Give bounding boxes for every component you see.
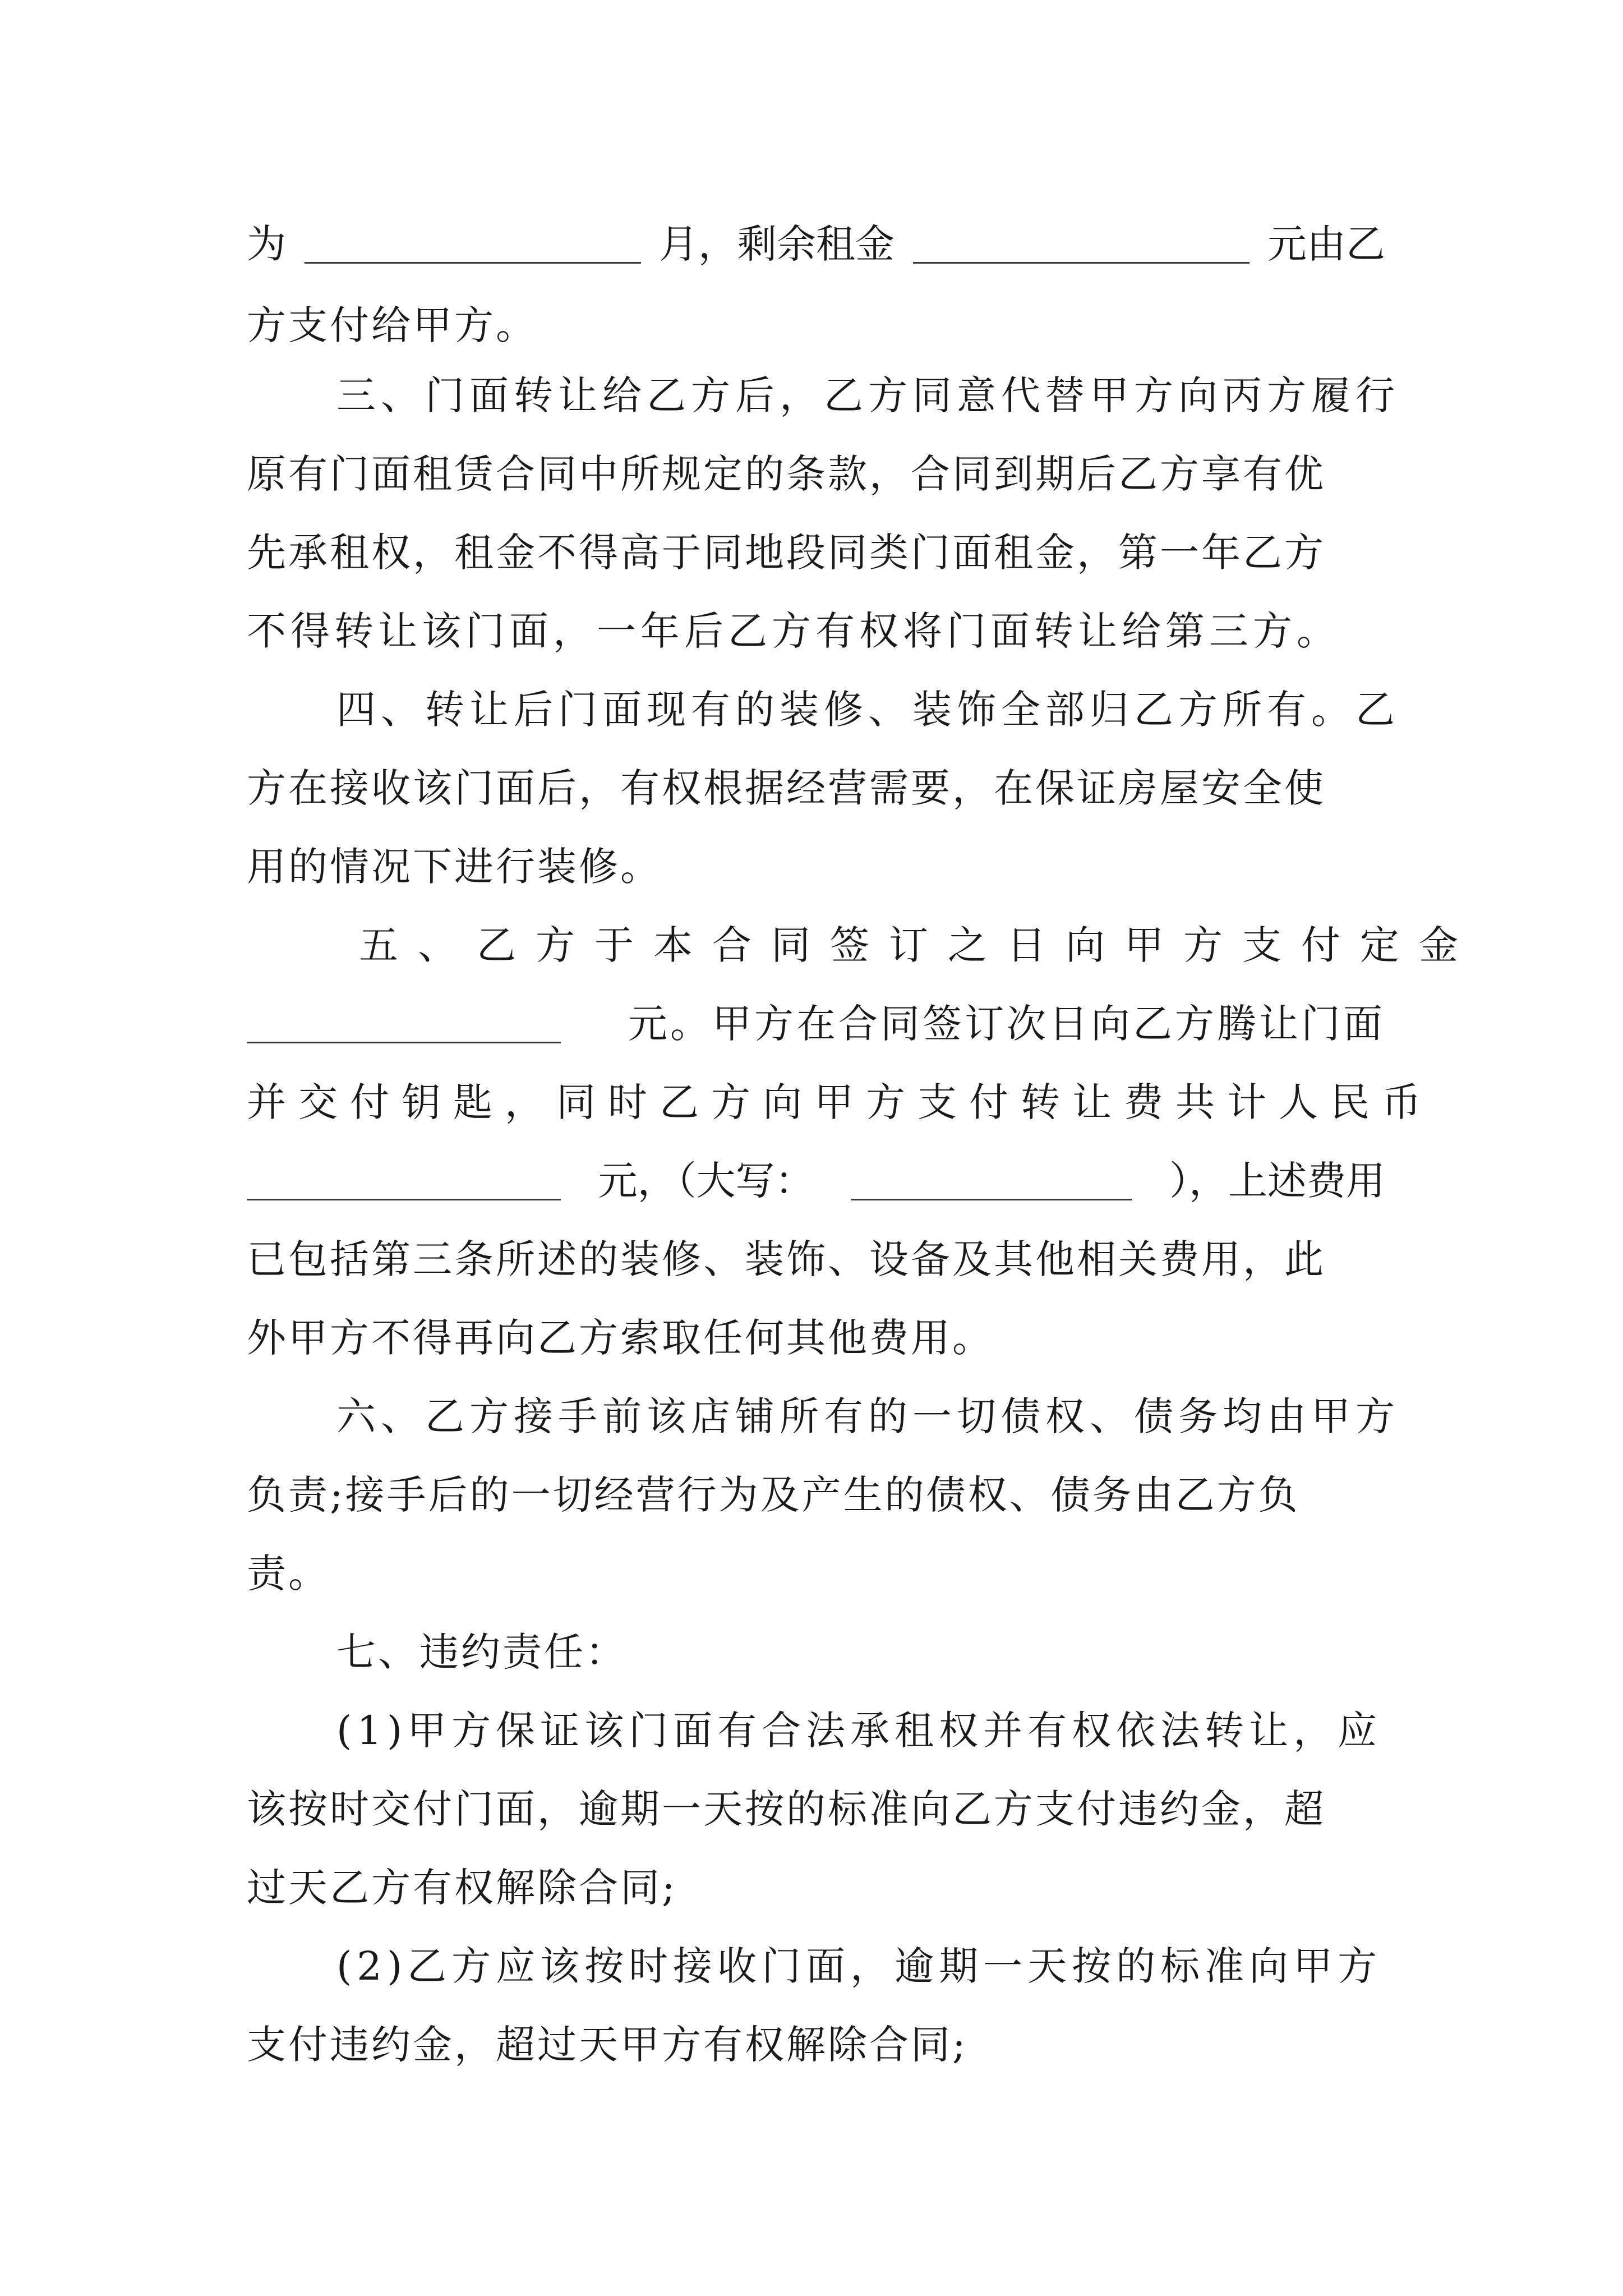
transfer-fee-blank [247, 1161, 561, 1200]
clause-5-line-3: 并交付钥匙，同时乙方向甲方支付转让费共计人民币 [247, 1079, 1433, 1125]
clause-3-line-3: 先承租权，租金不得高于同地段同类门面租金，第一年乙方 [247, 530, 1326, 576]
clause-6-line-2: 负责;接手后的一切经营行为及产生的债权、债务由乙方负 [247, 1472, 1300, 1518]
text-segment: 为 [247, 221, 286, 267]
clause-5-line-1: 五、乙方于本合同签订之日向甲方支付定金 [359, 922, 1478, 968]
clause-7-item-1-line-2: 该按时交付门面，逾期一天按的标准向乙方支付违约金，超 [247, 1786, 1326, 1832]
remaining-rent-blank [913, 224, 1249, 264]
clause-5-line-4 [247, 1147, 1385, 1214]
months-blank [305, 224, 641, 264]
uppercase-amount-blank [851, 1161, 1132, 1200]
clause-5-line-5: 已包括第三条所述的装修、装饰、设备及其他相关费用，此 [247, 1236, 1326, 1282]
clause-3-line-4: 不得转让该门面，一年后乙方有权将门面转让给第三方。 [247, 608, 1340, 654]
text-segment: 月，剩余租金 [659, 221, 895, 267]
clause-3-line-2: 原有门面租赁合同中所规定的条款，合同到期后乙方享有优 [247, 451, 1326, 497]
clause-4-line-1: 四、转让后门面现有的装修、装饰全部归乙方所有。乙 [336, 687, 1400, 733]
text-segment: 元。甲方在合同签订次日向乙方腾让门面 [628, 1001, 1385, 1047]
clause-7-item-1-line-3: 过天乙方有权解除合同; [247, 1865, 677, 1911]
clause-3-line-1: 三、门面转让给乙方后，乙方同意代替甲方向丙方履行 [336, 372, 1400, 418]
clause-2-line-1 [247, 210, 1385, 278]
clause-2-line-2: 方支付给甲方。 [247, 302, 537, 348]
deposit-blank [247, 1004, 561, 1043]
clause-5-line-2 [247, 990, 1385, 1057]
clause-7-item-1-line-1: (1)甲方保证该门面有合法承租权并有权依法转让，应 [336, 1708, 1382, 1754]
clause-7-heading: 七、违约责任： [336, 1629, 627, 1675]
clause-4-line-2: 方在接收该门面后，有权根据经营需要，在保证房屋安全使 [247, 765, 1326, 811]
text-segment: 元，（大写： [598, 1158, 814, 1204]
clause-5-line-6: 外甲方不得再向乙方索取任何其他费用。 [247, 1315, 994, 1361]
clause-7-item-2-line-1: (2)乙方应该按时接收门面，逾期一天按的标准向甲方 [336, 1943, 1382, 1989]
text-segment: 元由乙 [1267, 221, 1385, 267]
text-segment: ），上述费用 [1169, 1158, 1385, 1204]
clause-4-line-3: 用的情况下进行装修。 [247, 844, 662, 890]
clause-6-line-3: 责。 [247, 1550, 330, 1596]
clause-7-item-2-line-2: 支付违约金，超过天甲方有权解除合同; [247, 2022, 968, 2068]
clause-6-line-1: 六、乙方接手前该店铺所有的一切债权、债务均由甲方 [336, 1393, 1400, 1439]
